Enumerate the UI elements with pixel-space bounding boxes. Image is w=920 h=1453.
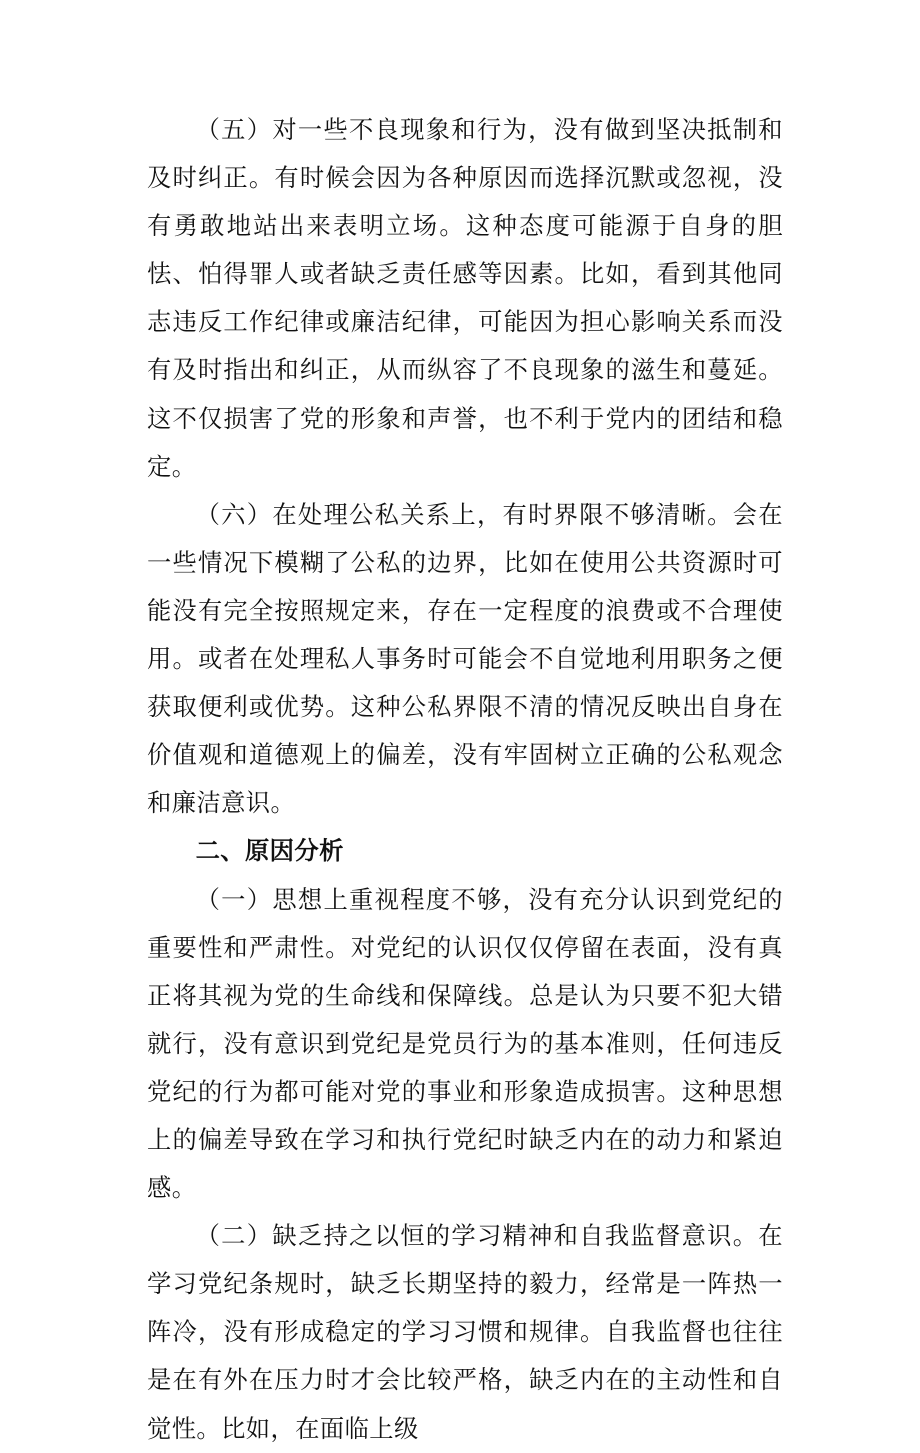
paragraph-6-public-private: （六）在处理公私关系上，有时界限不够清晰。会在一些情况下模糊了公私的边界，比如在使用公共资源时可能没有完全按照规定来，存在一定程度的浪费或不合理使用。或者在处理私人事务时可能会不自觉地利用职务之便获取便利或优势。这种公私界限不清的情况反映出自身在价值观和道德观上的偏差，没有牢固树立正确的公私观念和廉洁意识。 <box>147 499 783 818</box>
paragraph-cause-1-awareness: （一）思想上重视程度不够，没有充分认识到党纪的重要性和严肃性。对党纪的认识仅仅停留在表面，没有真正将其视为党的生命线和保障线。总是认为只要不犯大错就行，没有意识到党纪是党员行为的基本准则，任何违反党纪的行为都可能对党的事业和形象造成损害。这种思想上的偏差导致在学习和执行党纪时缺乏内在的动力和紧迫感。 <box>147 884 783 1203</box>
document-body <box>147 106 783 1453</box>
section-heading-cause-analysis: 二、原因分析 <box>195 836 344 866</box>
paragraph-5-bad-phenomena: （五）对一些不良现象和行为，没有做到坚决抵制和及时纠正。有时候会因为各种原因而选择沉默或忽视，没有勇敢地站出来表明立场。这种态度可能源于自身的胆怯、怕得罪人或者缺乏责任感等因素。比如，看到其他同志违反工作纪律或廉洁纪律，可能因为担心影响关系而没有及时指出和纠正，从而纵容了不良现象的滋生和蔓延。这不仅损害了党的形象和声誉，也不利于党内的团结和稳定。 <box>147 115 783 481</box>
paragraph-cause-2-learning: （二）缺乏持之以恒的学习精神和自我监督意识。在学习党纪条规时，缺乏长期坚持的毅力，经常是一阵热一阵冷，没有形成稳定的学习习惯和规律。自我监督也往往是在有外在压力时才会比较严格，缺乏内在的主动性和自觉性。比如，在面临上级 <box>147 1221 783 1443</box>
